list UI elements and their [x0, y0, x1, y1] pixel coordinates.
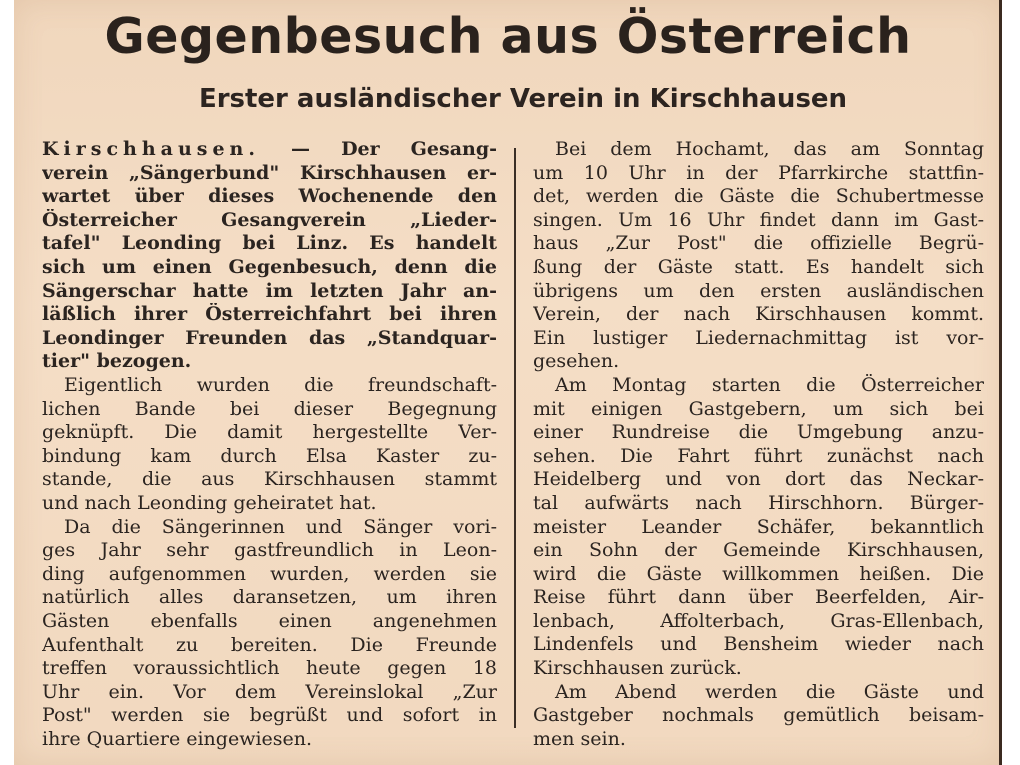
paragraph-2 — [42, 374, 497, 516]
text-line: lichen Bande bei dieser Begegnung — [42, 397, 497, 420]
text-line: Post" werden sie begrüßt und sofort in — [42, 704, 497, 727]
text-line: mit einigen Gastgebern, um sich bei — [533, 397, 984, 420]
text-line: läßlich ihrer Österreichfahrt bei ihren — [42, 303, 497, 326]
text-line: übrigens um den ersten ausländischen — [533, 279, 984, 302]
text-line: und nach Leonding geheiratet hat. — [42, 491, 377, 514]
text-line: Da die Sängerinnen und Sänger vori- — [64, 515, 497, 538]
text-line: Österreicher Gesangverein „Lieder- — [42, 208, 497, 231]
text-line: stande, die aus Kirschhausen stammt — [42, 468, 497, 491]
headline: Gegenbesuch aus Österreich — [104, 8, 912, 65]
text-line: wird die Gäste willkommen heißen. Die — [533, 562, 984, 585]
text-line: Aufenthalt zu bereiten. Die Freunde — [42, 633, 497, 656]
text-line: gesehen. — [533, 350, 620, 373]
text-line: ding aufgenommen wurden, werden sie — [42, 562, 497, 585]
dateline: Kirschhausen. — [42, 138, 260, 160]
text-line: einer Rundreise die Umgebung anzu- — [533, 421, 984, 444]
text-line: Kirschhausen. — Der Gesang- — [42, 138, 497, 160]
text-line: meister Leander Schäfer, bekanntlich — [533, 515, 984, 538]
text-line: Kirschhausen zurück. — [533, 657, 742, 680]
text-line: Heidelberg und von dort das Neckar- — [533, 468, 984, 491]
text-line: Lindenfels und Bensheim wieder nach — [533, 633, 984, 656]
text-line: Am Abend werden die Gäste und — [555, 680, 984, 703]
text-line: Verein, der nach Kirschhausen kommt. — [533, 303, 984, 326]
text-line: verein „Sängerbund" Kirschhausen er- — [42, 161, 497, 184]
text-line: men sein. — [533, 727, 626, 750]
text-line: ihre Quartiere eingewiesen. — [42, 727, 313, 750]
text-line: ges Jahr sehr gastfreundlich in Leon- — [42, 539, 497, 562]
text-line: Reise führt dann über Beerfelden, Air- — [533, 586, 984, 609]
column-divider — [514, 148, 516, 728]
text-line: singen. Um 16 Uhr findet dann im Gast- — [533, 208, 984, 231]
text-line: lenbach, Affolterbach, Gras-Ellenbach, — [533, 609, 984, 632]
paragraph-intro — [42, 138, 497, 374]
text-line: sehen. Die Fahrt führt zunächst nach — [533, 444, 984, 467]
text-line: haus „Zur Post" die offizielle Begrü- — [533, 232, 984, 255]
text-line: bindung kam durch Elsa Kaster zu- — [42, 444, 497, 467]
newspaper-clipping — [14, 0, 1002, 765]
text-line: Am Montag starten die Österreicher — [555, 373, 984, 396]
paragraph-r2 — [533, 374, 984, 681]
text-line: Eigentlich wurden die freundschaft- — [64, 374, 497, 396]
text-line: sich um einen Gegenbesuch, denn die — [42, 255, 497, 278]
paragraph-3 — [42, 516, 497, 752]
text-line: tier" bezogen. — [42, 350, 192, 373]
text-line: Leondinger Freunden das „Standquar- — [42, 326, 497, 349]
text-line: natürlich alles daransetzen, um ihren — [42, 586, 497, 609]
paragraph-r3 — [533, 681, 984, 752]
text-line: Gästen ebenfalls einen angenehmen — [42, 609, 497, 632]
text-line: det, werden die Gäste die Schubertmesse — [533, 185, 984, 208]
text-line: treffen voraussichtlich heute gegen 18 — [42, 657, 497, 680]
right-column — [533, 138, 984, 751]
text-line: geknüpft. Die damit hergestellte Ver- — [42, 421, 497, 444]
left-column-body — [42, 374, 497, 752]
text-line: ßung der Gäste statt. Es handelt sich — [533, 255, 984, 278]
text-line: Sängerschar hatte im letzten Jahr an- — [42, 279, 497, 302]
text-line: Gastgeber nochmals gemütlich beisam- — [533, 704, 984, 727]
text-line: ein Sohn der Gemeinde Kirschhausen, — [533, 539, 984, 562]
subheadline: Erster ausländischer Verein in Kirschhausen — [198, 84, 848, 114]
text-line: Bei dem Hochamt, das am Sonntag — [555, 138, 984, 160]
text-line: wartet über dieses Wochenende den — [42, 185, 497, 208]
text-line: tafel" Leonding bei Linz. Es handelt — [42, 232, 497, 255]
text-line: um 10 Uhr in der Pfarrkirche stattfin- — [533, 161, 984, 184]
paragraph-r1 — [533, 138, 984, 374]
left-column — [42, 138, 497, 374]
text-line: Ein lustiger Liedernachmittag ist vor- — [533, 326, 984, 349]
text-line: Uhr ein. Vor dem Vereinslokal „Zur — [42, 680, 497, 703]
text-line: tal aufwärts nach Hirschhorn. Bürger- — [533, 491, 984, 514]
